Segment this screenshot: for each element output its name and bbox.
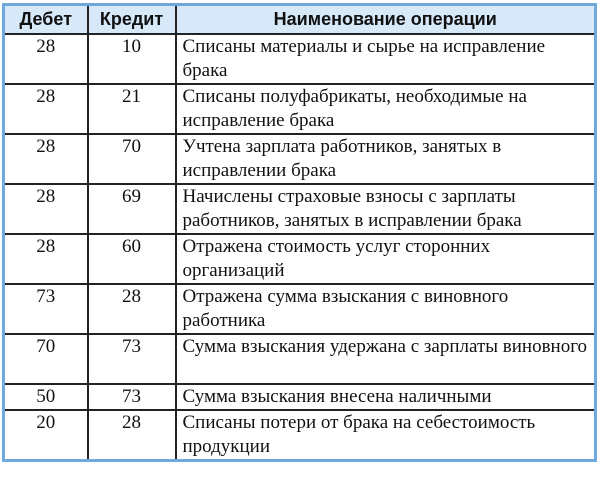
credit-cell: 28 (88, 410, 176, 461)
credit-cell: 73 (88, 334, 176, 384)
debit-cell: 28 (4, 34, 88, 84)
accounting-entries-table (2, 3, 597, 462)
credit-cell: 70 (88, 134, 176, 184)
table-row (4, 184, 596, 234)
table-row (4, 384, 596, 410)
debit-cell: 70 (4, 334, 88, 384)
operation-cell: Учтена зарплата работников, занятых в исправлении брака (176, 134, 596, 184)
debit-cell: 20 (4, 410, 88, 461)
table-row (4, 84, 596, 134)
credit-cell: 21 (88, 84, 176, 134)
credit-cell: 60 (88, 234, 176, 284)
credit-cell: 10 (88, 34, 176, 84)
operation-cell: Сумма взыскания удержана с зарплаты виновного (176, 334, 596, 384)
operation-cell: Списаны полуфабрикаты, необходимые на исправление брака (176, 84, 596, 134)
table-row (4, 34, 596, 84)
operation-cell: Сумма взыскания внесена наличными (176, 384, 596, 410)
operation-cell: Отражена стоимость услуг сторонних организаций (176, 234, 596, 284)
operation-cell: Списаны материалы и сырье на исправление брака (176, 34, 596, 84)
table-row (4, 234, 596, 284)
operation-cell: Начислены страховые взносы с зарплаты работников, занятых в исправлении брака (176, 184, 596, 234)
header-credit: Кредит (88, 5, 176, 35)
debit-cell: 50 (4, 384, 88, 410)
table-row (4, 284, 596, 334)
credit-cell: 28 (88, 284, 176, 334)
operation-cell: Списаны потери от брака на себестоимость продукции (176, 410, 596, 461)
table-row (4, 410, 596, 461)
debit-cell: 73 (4, 284, 88, 334)
credit-cell: 73 (88, 384, 176, 410)
header-operation: Наименование операции (176, 5, 596, 35)
debit-cell: 28 (4, 234, 88, 284)
table-row (4, 334, 596, 384)
debit-cell: 28 (4, 84, 88, 134)
table-row (4, 134, 596, 184)
credit-cell: 69 (88, 184, 176, 234)
debit-cell: 28 (4, 184, 88, 234)
operation-cell: Отражена сумма взыскания с виновного работника (176, 284, 596, 334)
table-header-row (4, 5, 596, 35)
header-debit: Дебет (4, 5, 88, 35)
debit-cell: 28 (4, 134, 88, 184)
